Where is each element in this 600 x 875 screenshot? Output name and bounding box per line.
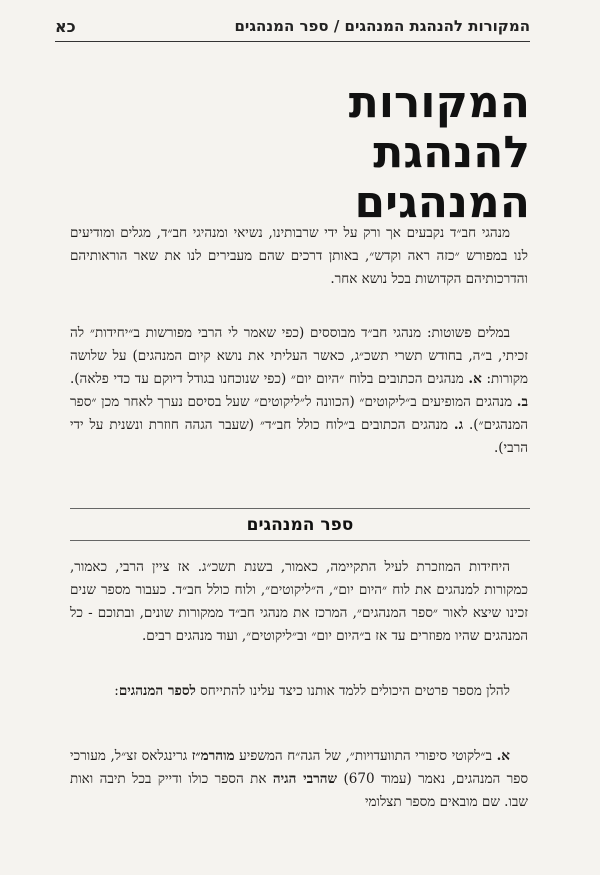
text-run: ב״לקוטי סיפורי התוועדויות״, של הגה״ח המשפיע <box>234 748 497 764</box>
text-run: במלים פשוטות: מנהגי חב״ד מבוססים (כפי שאמר לי הרבי מפורשות ב״יחידות״ לה זכיתי, ב״ה, בחודש תשרי תשכ״ג, כאשר העליתי את נושא קיום המנהגים) על שלושה מקורות: <box>70 325 529 387</box>
marker-c: ג. <box>453 417 464 433</box>
section-rule-top <box>70 508 530 509</box>
paragraph-1 <box>70 222 528 291</box>
page-number: כא <box>55 16 76 36</box>
running-head <box>55 12 530 40</box>
bold-phrase: שהרבי הגיה <box>272 771 338 787</box>
paragraph-5-text <box>70 745 528 814</box>
text-run: מנהגים הכתובים בלוח ״היום יום״ (כפי שנוכחנו בגודל דיוקם עד כדי פלאה). <box>70 371 469 387</box>
section-title: ספר המנהגים <box>246 515 354 535</box>
paragraph-3 <box>70 556 528 648</box>
chapter-title-line-2: להנהגת <box>373 127 530 178</box>
section-rule-bottom <box>70 540 530 541</box>
paragraph-1-text: מנהגי חב״ד נקבעים אך ורק על ידי שרבותינו, נשיאי ומנהיגי חב״ד, מגלים ומודיעים לנו במפורש ״כזה ראה וקדש״, באותן דרכים שהם מעבירים לנו את שאר הוראותיהם והדרכותיהם הקדושות בכל נושא אחר. <box>70 225 528 287</box>
running-title: המקורות להנהגת המנהגים / ספר המנהגים <box>234 17 530 35</box>
paragraph-4 <box>70 680 528 703</box>
text-run: להלן מספר פרטים היכולים ללמד אותנו כיצד עלינו להתייחס <box>195 683 510 699</box>
marker-b: ב. <box>516 394 528 410</box>
text-run: את הספר כולו ודייק בכל תיבה ואות שבו. שם מובאים מספר תצלומי <box>70 771 528 810</box>
paragraph-5 <box>70 745 528 814</box>
marker-a: א. <box>468 371 482 387</box>
chapter-title-line-1: המקורות <box>348 77 530 128</box>
chapter-title <box>230 78 530 228</box>
paragraph-3-text: היחידות המוזכרת לעיל התקיימה, כאמור, בשנת תשכ״ג. אז ציין הרבי, כאמור, כמקורות למנהגים את לוח ״היום יום״, ה״ליקוטים״, ולוח כולל חב״ד. כעבור מספר שנים זכינו שיצא לאור ״ספר המנהגים״, המרכז את מנהגי חב״ד ממקורות שונים, ובתוכם - כל המנהגים שהיו מפוזרים עד אז ב״היום יום״ וב״ליקוטים״, ועוד מנהגים רבים. <box>70 559 528 644</box>
bold-phrase: לספר המנהגים <box>118 683 196 699</box>
text-run: מנהגים הכתובים ב״לוח כולל חב״ד״ (שעבר הגהה חוזרת ונשנית על ידי הרבי). <box>70 417 528 456</box>
paragraph-2-text <box>70 322 528 460</box>
text-run: מנהגים המופיעים ב״ליקוטים״ (הכוונה ל״ליקוטים״ שעל בסיסם נערך לאחר מכן ״ספר המנהגים״). <box>70 394 528 433</box>
marker-a: א. <box>496 748 510 764</box>
paragraph-2 <box>70 322 528 460</box>
text-run: גרינגלאס זצ״ל, מעורכי ספר המנהגים, נאמר (עמוד 670) <box>70 748 528 787</box>
chapter-title-line-3: המנהגים <box>354 177 530 228</box>
paragraph-4-text <box>70 680 528 703</box>
text-run: : <box>114 683 119 699</box>
header-rule <box>55 41 530 42</box>
bold-phrase: מוהרמ״ז <box>191 748 235 764</box>
